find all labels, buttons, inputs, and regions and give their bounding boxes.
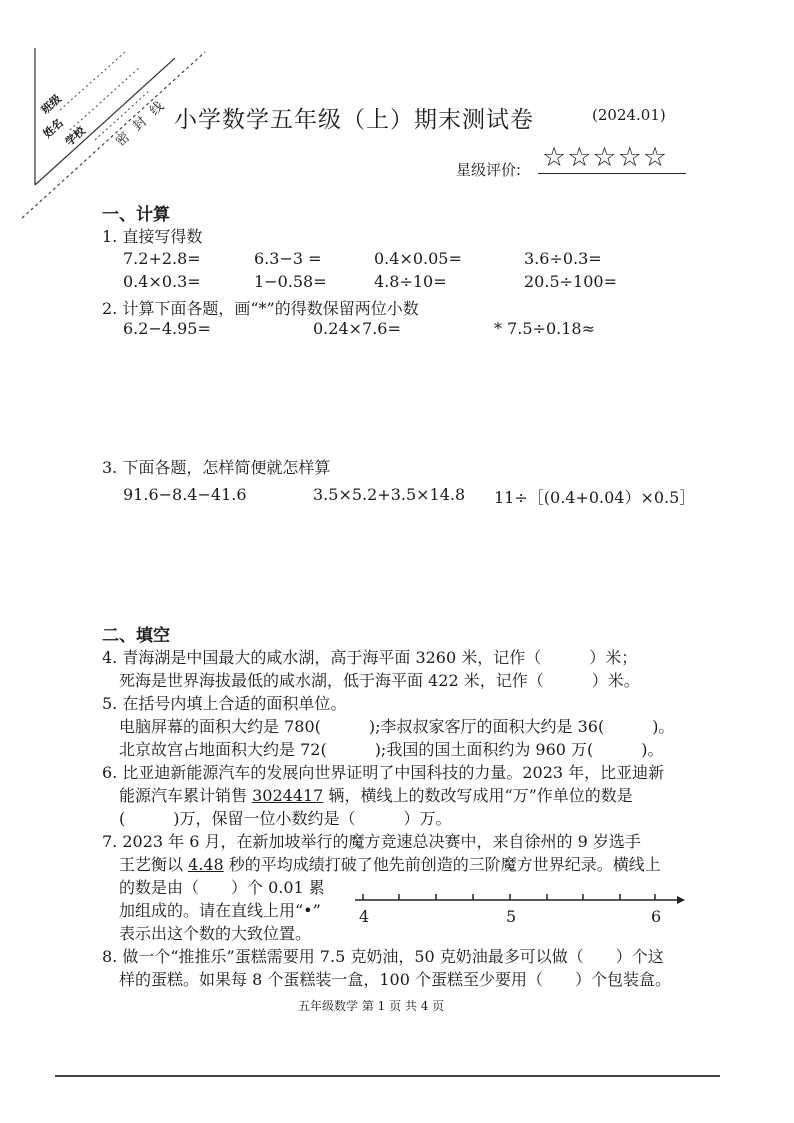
q4-line: 死海是世界海拔最低的咸水湖，低于海平面 422 米，记作（ ）米。 xyxy=(119,671,640,690)
section-2-heading: 二、填空 xyxy=(102,626,170,646)
axis-label-4: 4 xyxy=(359,907,370,926)
q3-item: 11÷［(0.4+0.04）×0.5］ xyxy=(494,488,696,507)
class-label: 班级 xyxy=(38,92,64,117)
q3-item: 91.6−8.4−41.6 xyxy=(123,485,247,504)
q6-sales-number: 3024417 xyxy=(252,786,324,805)
q5-line: 北京故宫占地面积大约是 72( );我国的国土面积约为 960 万( )。 xyxy=(119,740,664,759)
q7-line: 的数是由（ ）个 0.01 累 xyxy=(119,878,325,897)
q6-line: ( )万，保留一位小数约是（ ）万。 xyxy=(119,809,452,828)
q7-text: 秒的平均成绩打破了他先前创造的三阶魔方世界纪录。横线上 xyxy=(223,855,661,874)
exam-date: (2024.01) xyxy=(592,106,666,124)
q1-item: 1−0.58= xyxy=(254,272,327,291)
seal-line-label: 密封线 xyxy=(113,92,175,150)
q1-item: 3.6÷0.3= xyxy=(524,249,602,268)
q2-label: 2. 计算下面各题，画“*”的得数保留两位小数 xyxy=(102,299,419,318)
q1-item: 4.8÷10= xyxy=(374,272,447,291)
q7-text: 王艺衡以 xyxy=(119,855,189,874)
school-label: 学校 xyxy=(62,124,88,149)
q6-line xyxy=(119,783,633,806)
q7-line xyxy=(119,852,661,875)
q7-time-number: 4.48 xyxy=(188,855,224,874)
q3-item: 3.5×5.2+3.5×14.8 xyxy=(313,485,466,504)
q6-text: 能源汽车累计销售 xyxy=(119,786,253,805)
q1-label: 1. 直接写得数 xyxy=(102,227,203,246)
q2-item: 0.24×7.6= xyxy=(313,319,401,338)
q7-line: 加组成的。请在直线上用“•” xyxy=(119,901,321,920)
q8-line: 样的蛋糕。如果每 8 个蛋糕装一盒，100 个蛋糕至少要用（ ）个包装盒。 xyxy=(119,970,671,989)
q5-line: 电脑屏幕的面积大约是 780( );李叔叔家客厅的面积大约是 36( )。 xyxy=(119,717,675,736)
q1-item: 6.3−3 = xyxy=(254,249,322,268)
rating-underline xyxy=(538,173,686,174)
q7-line: 7. 2023 年 6 月，在新加坡举行的魔方竞速总决赛中，来自徐州的 9 岁选手 xyxy=(102,832,641,851)
q2-item: 6.2−4.95= xyxy=(123,319,211,338)
q7-line: 表示出这个数的大致位置。 xyxy=(119,924,312,943)
q4-line: 4. 青海湖是中国最大的咸水湖，高于海平面 3260 米，记作（ ）米； xyxy=(102,648,638,667)
q3-label: 3. 下面各题，怎样简便就怎样算 xyxy=(102,458,331,477)
page-footer: 五年级数学 第 1 页 共 4 页 xyxy=(298,999,445,1013)
number-line[interactable] xyxy=(355,884,685,924)
axis-label-5: 5 xyxy=(506,907,517,926)
rating-label: 星级评价: xyxy=(456,161,522,179)
q1-item: 0.4×0.05= xyxy=(374,249,462,268)
section-1-heading: 一、计算 xyxy=(102,205,170,225)
q2-item: * 7.5÷0.18≈ xyxy=(494,319,595,338)
bottom-rule xyxy=(55,1075,720,1077)
q6-line: 6. 比亚迪新能源汽车的发展向世界证明了中国科技的力量。2023 年，比亚迪新 xyxy=(102,763,665,782)
axis-label-6: 6 xyxy=(651,907,662,926)
q1-item: 7.2+2.8= xyxy=(123,249,201,268)
q8-line: 8. 做一个“推推乐”蛋糕需要用 7.5 克奶油，50 克奶油最多可以做（ ）个这 xyxy=(102,947,664,966)
name-label: 姓名 xyxy=(40,116,66,141)
star-rating: ☆☆☆☆☆ xyxy=(542,142,669,173)
q1-item: 0.4×0.3= xyxy=(123,272,201,291)
page-title: 小学数学五年级（上）期末测试卷 xyxy=(174,107,534,133)
q5-line: 5. 在括号内填上合适的面积单位。 xyxy=(102,694,347,713)
q6-text: 辆，横线上的数改写成用“万”作单位的数是 xyxy=(323,786,633,805)
q1-item: 20.5÷100= xyxy=(524,272,617,291)
